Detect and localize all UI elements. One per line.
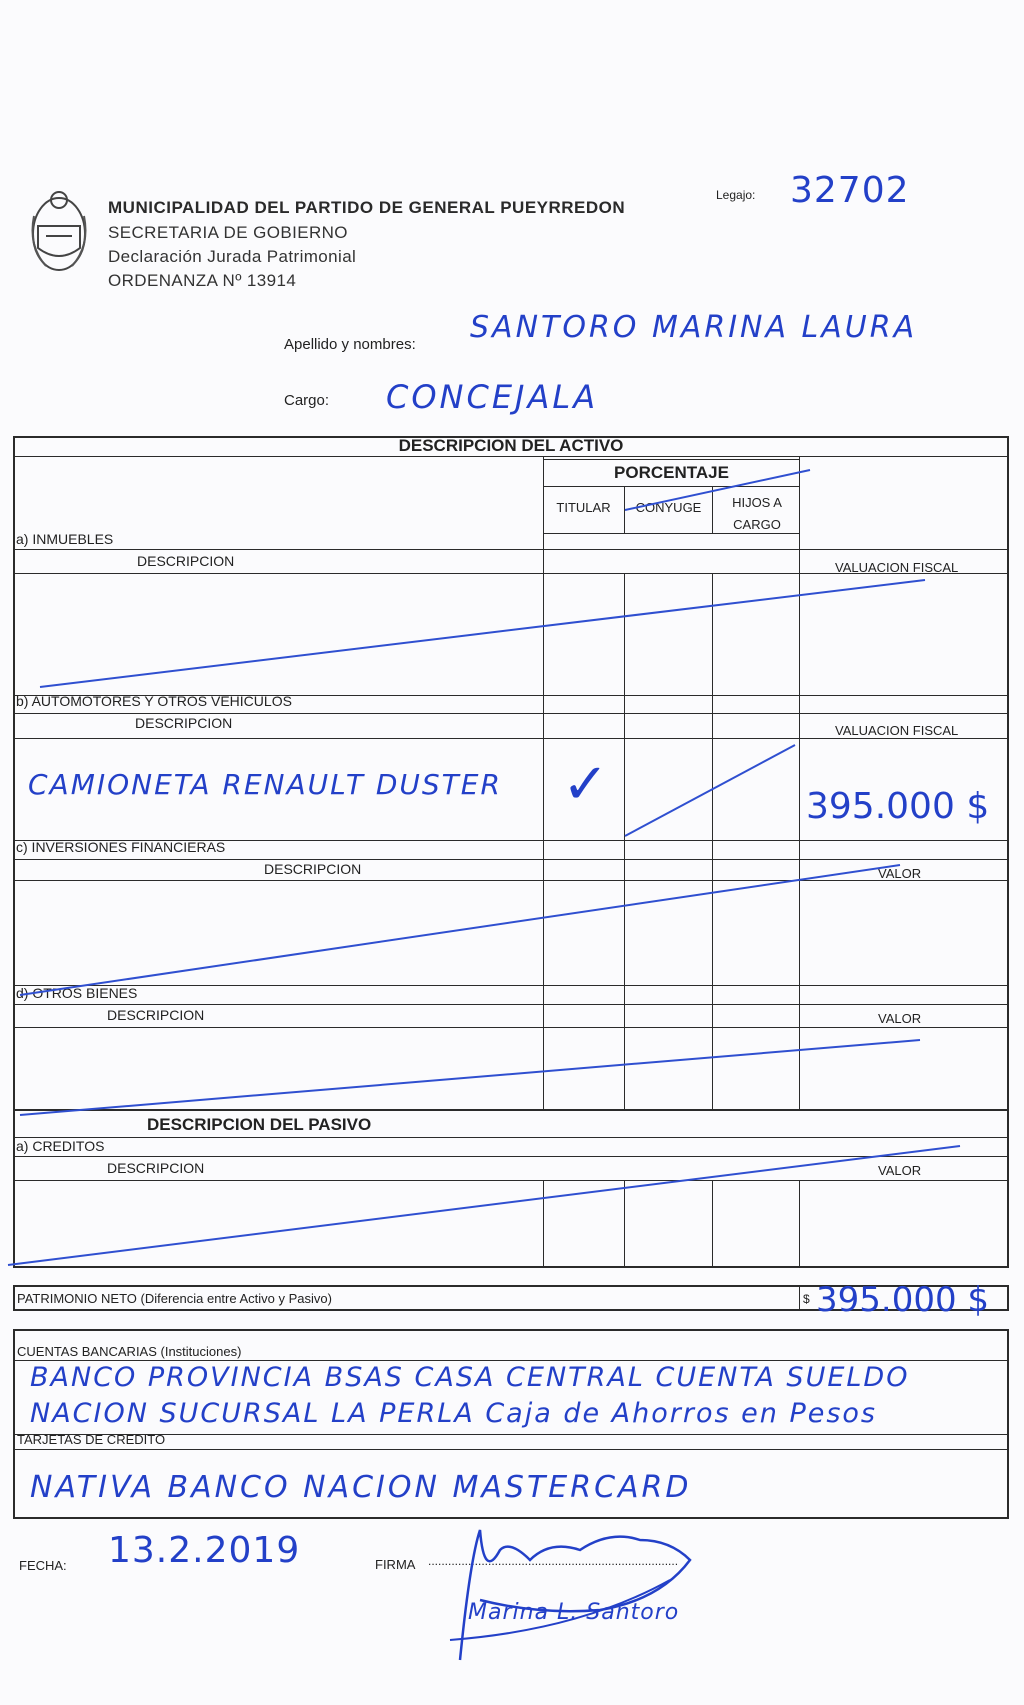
inversiones-val: VALOR bbox=[878, 866, 922, 881]
patrimonio-currency: $ bbox=[803, 1292, 810, 1306]
firma-line: ........................................................................... bbox=[428, 1554, 679, 1568]
inversiones-label: c) INVERSIONES FINANCIERAS bbox=[16, 839, 226, 855]
inversiones-desc: DESCRIPCION bbox=[264, 861, 362, 877]
patrimonio-value: 395.000 $ bbox=[816, 1280, 990, 1320]
activo-title: DESCRIPCION DEL ACTIVO bbox=[398, 436, 624, 455]
firma-label: FIRMA bbox=[375, 1557, 416, 1572]
automotores-val: VALUACION FISCAL bbox=[835, 723, 959, 738]
creditos-label: a) CREDITOS bbox=[16, 1138, 105, 1154]
automotores-desc: DESCRIPCION bbox=[135, 715, 233, 731]
otros-val: VALOR bbox=[878, 1011, 922, 1026]
creditos-val: VALOR bbox=[878, 1163, 922, 1178]
patrimonio-label: PATRIMONIO NETO (Diferencia entre Activo y Pasivo) bbox=[17, 1291, 332, 1306]
header-title: Declaración Jurada Patrimonial bbox=[108, 246, 357, 266]
tarjetas-label: TARJETAS DE CREDITO bbox=[17, 1432, 166, 1447]
inmuebles-label: a) INMUEBLES bbox=[16, 531, 114, 547]
legajo-value: 32702 bbox=[790, 170, 910, 211]
automotores-label: b) AUTOMOTORES Y OTROS VEHICULOS bbox=[16, 693, 292, 709]
pasivo-title: DESCRIPCION DEL PASIVO bbox=[147, 1115, 372, 1134]
inmuebles-val: VALUACION FISCAL bbox=[835, 560, 959, 575]
vehicle-value: 395.000 $ bbox=[806, 786, 990, 827]
name-value: SANTORO MARINA LAURA bbox=[470, 310, 918, 345]
vehicle-description: CAMIONETA RENAULT DUSTER bbox=[28, 768, 502, 801]
porcentaje-label: PORCENTAJE bbox=[614, 463, 729, 482]
col-titular: TITULAR bbox=[556, 500, 611, 515]
cuentas-line2: NACION SUCURSAL LA PERLA Caja de Ahorros en Pesos bbox=[30, 1398, 877, 1429]
col-hijos: HIJOS A CARGO bbox=[732, 495, 782, 532]
cargo-value: CONCEJALA bbox=[386, 378, 599, 416]
signature-text: Marina L. Santoro bbox=[468, 1600, 680, 1625]
fecha-value: 13.2.2019 bbox=[108, 1530, 301, 1571]
otros-label: d) OTROS BIENES bbox=[16, 985, 138, 1001]
header-ordenanza: ORDENANZA Nº 13914 bbox=[108, 270, 297, 290]
creditos-desc: DESCRIPCION bbox=[107, 1160, 205, 1176]
otros-desc: DESCRIPCION bbox=[107, 1007, 205, 1023]
fecha-label: FECHA: bbox=[19, 1558, 67, 1573]
col-conyuge: CONYUGE bbox=[635, 500, 702, 515]
inmuebles-desc: DESCRIPCION bbox=[137, 553, 235, 569]
cuentas-label: CUENTAS BANCARIAS (Instituciones) bbox=[17, 1344, 242, 1359]
legajo-label: Legajo: bbox=[716, 188, 756, 202]
tarjetas-line1: NATIVA BANCO NACION MASTERCARD bbox=[30, 1470, 692, 1505]
vehicle-titular-check: ✓ bbox=[562, 752, 612, 817]
header-secretaria: SECRETARIA DE GOBIERNO bbox=[108, 223, 348, 242]
header-municipality: MUNICIPALIDAD DEL PARTIDO DE GENERAL PUEYRREDON bbox=[108, 198, 626, 217]
cargo-label: Cargo: bbox=[284, 392, 330, 409]
cuentas-line1: BANCO PROVINCIA BSAS CASA CENTRAL CUENTA SUELDO bbox=[30, 1362, 910, 1393]
name-label: Apellido y nombres: bbox=[284, 336, 416, 353]
